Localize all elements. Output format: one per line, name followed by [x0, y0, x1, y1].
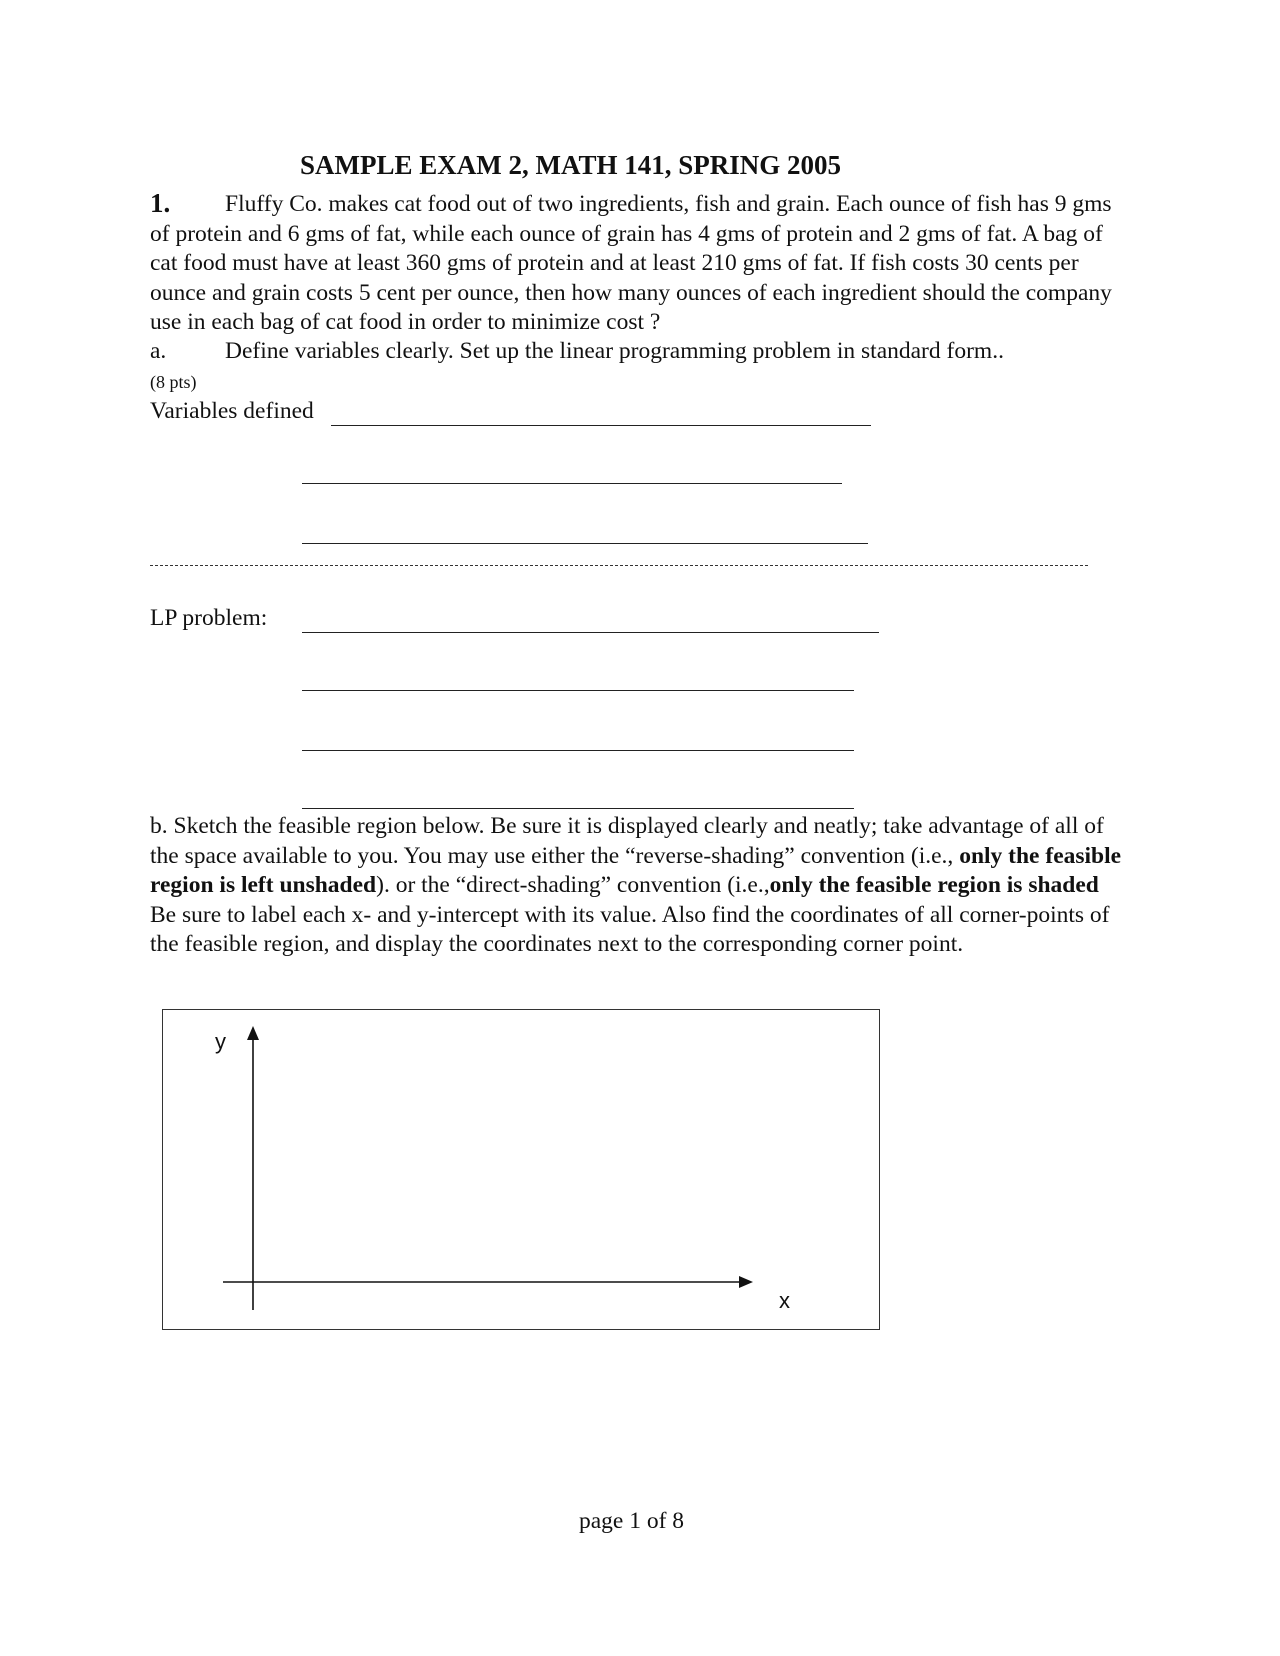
graph-area[interactable] [162, 1009, 880, 1330]
part-b-middle: ). or the “direct-shading” convention (i.e., [376, 872, 770, 899]
section-divider [150, 565, 1088, 566]
lp-answer-line-3[interactable] [302, 750, 854, 751]
variables-answer-line-3[interactable] [302, 543, 868, 544]
problem-statement: Fluffy Co. makes cat food out of two ingredients, fish and grain. Each ounce of fish has 9 gms of protein and 6 gms of fat, while each ounce of grain has 4 gms of protein and 2 gms of fat. A bag of cat food must have at least 360 gms of protein and at least 210 gms of fat. If fish costs 30 cents per ounce and grain costs 5 cent per ounce, then how many ounces of each ingredient should the company use in each bag of cat food in order to minimize cost ? [150, 191, 1112, 336]
graph-axes [163, 1010, 881, 1331]
lp-answer-line-4[interactable] [302, 808, 854, 809]
x-axis-arrow-icon [739, 1276, 753, 1288]
part-a-label: a. [150, 338, 167, 364]
question-number: 1. [150, 188, 171, 218]
variables-answer-line-1[interactable] [331, 425, 871, 426]
part-b-instructions [150, 812, 1125, 960]
part-a-instructions: Define variables clearly. Set up the linear programming problem in standard form.. [225, 338, 1004, 364]
y-axis-arrow-icon [247, 1026, 259, 1040]
x-axis-label: x [779, 1288, 790, 1313]
variables-answer-line-2[interactable] [302, 483, 842, 484]
lp-answer-line-2[interactable] [302, 690, 854, 691]
part-b-end: Be sure to label each x- and y-intercept with its value. Also find the coordinates of all corner-points of the feasible region, and display the coordinates next to the corresponding corner point. [150, 901, 1110, 958]
part-b-emphasis-shaded: only the feasible region is shaded [769, 872, 1099, 899]
page-number: page 1 of 8 [579, 1508, 685, 1534]
part-b-emphasis-unshaded: only the feasible region is left unshaded [150, 842, 1122, 899]
exam-title: SAMPLE EXAM 2, MATH 141, SPRING 2005 [300, 150, 842, 180]
part-b-intro: b. Sketch the feasible region below. Be sure it is displayed clearly and neatly; take advantage of all of the space available to you. You may use either the “reverse-shading” convention (i.e., [150, 813, 1104, 869]
variables-defined-label: Variables defined [150, 398, 314, 424]
lp-answer-line-1[interactable] [302, 632, 879, 633]
lp-problem-label: LP problem: [150, 605, 268, 631]
y-axis-label: y [215, 1029, 226, 1054]
part-a-points: (8 pts) [150, 372, 197, 392]
